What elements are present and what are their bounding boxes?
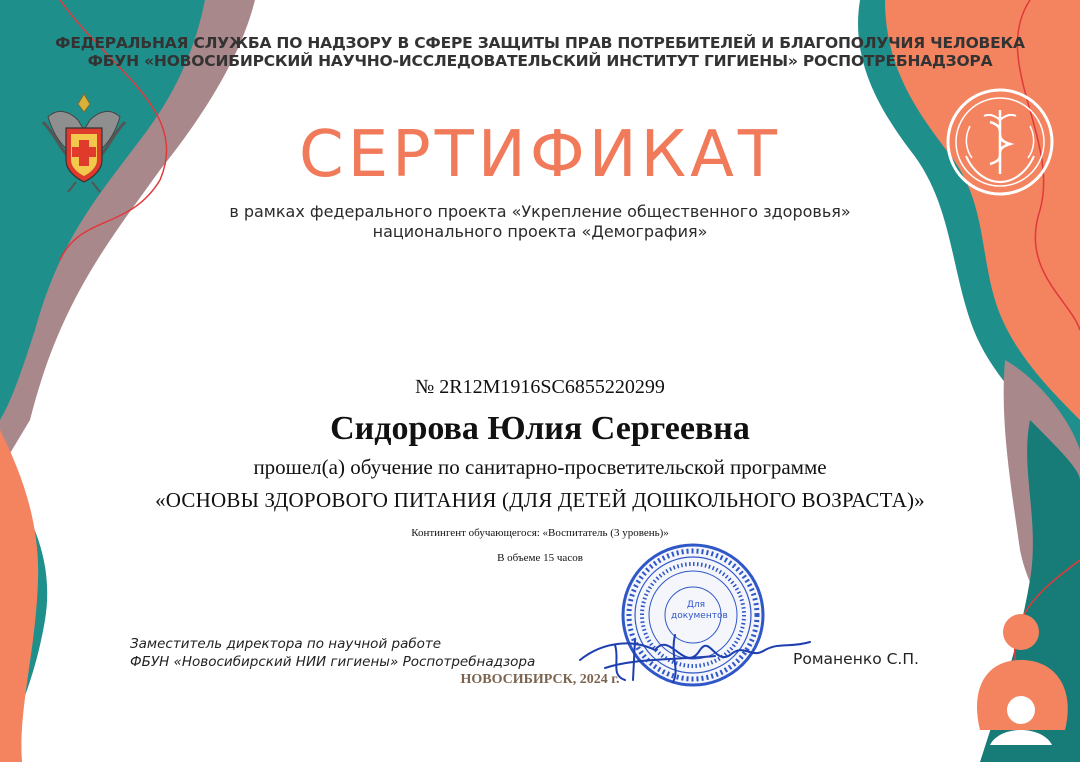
recipient-name: Сидорова Юлия Сергеевна [330,410,750,447]
person-logo-inner-head [1007,696,1035,724]
person-logo-head [1003,614,1039,650]
contingent-text: Контингент обучающегося: «Воспитатель (3 уровень)» [411,527,669,539]
certificate-title: СЕРТИФИКАТ [299,118,781,192]
subtitle-line-1: в рамках федерального проекта «Укрепление общественного здоровья» [229,202,851,221]
subtitle-line-2: национального проекта «Демография» [372,222,708,241]
header-line-1: ФЕДЕРАЛЬНАЯ СЛУЖБА ПО НАДЗОРУ В СФЕРЕ ЗАЩИТЫ ПРАВ ПОТРЕБИТЕЛЕЙ И БЛАГОПОЛУЧИЯ ЧЕЛОВЕКА [55,34,1025,52]
completion-statement: прошел(а) обучение по санитарно-просветительской программе [253,455,827,479]
certificate-number: № 2R12M1916SC6855220299 [415,376,665,398]
stamp-center-text: Для документов [671,600,728,621]
signatory-position-line-1: Заместитель директора по научной работе [130,636,442,652]
header-line-2: ФБУН «НОВОСИБИРСКИЙ НАУЧНО-ИССЛЕДОВАТЕЛЬСКИЙ ИНСТИТУТ ГИГИЕНЫ» РОСПОТРЕБНАДЗОРА [87,52,993,70]
program-name: «ОСНОВЫ ЗДОРОВОГО ПИТАНИЯ (ДЛЯ ДЕТЕЙ ДОШКОЛЬНОГО ВОЗРАСТА)» [155,488,925,512]
city-year: НОВОСИБИРСК, 2024 г. [460,672,620,687]
signatory-name: Романенко С.П. [793,650,919,668]
signatory-position-line-2: ФБУН «Новосибирский НИИ гигиены» Роспотребнадзора [130,654,536,670]
volume-text: В объеме 15 часов [497,552,583,564]
